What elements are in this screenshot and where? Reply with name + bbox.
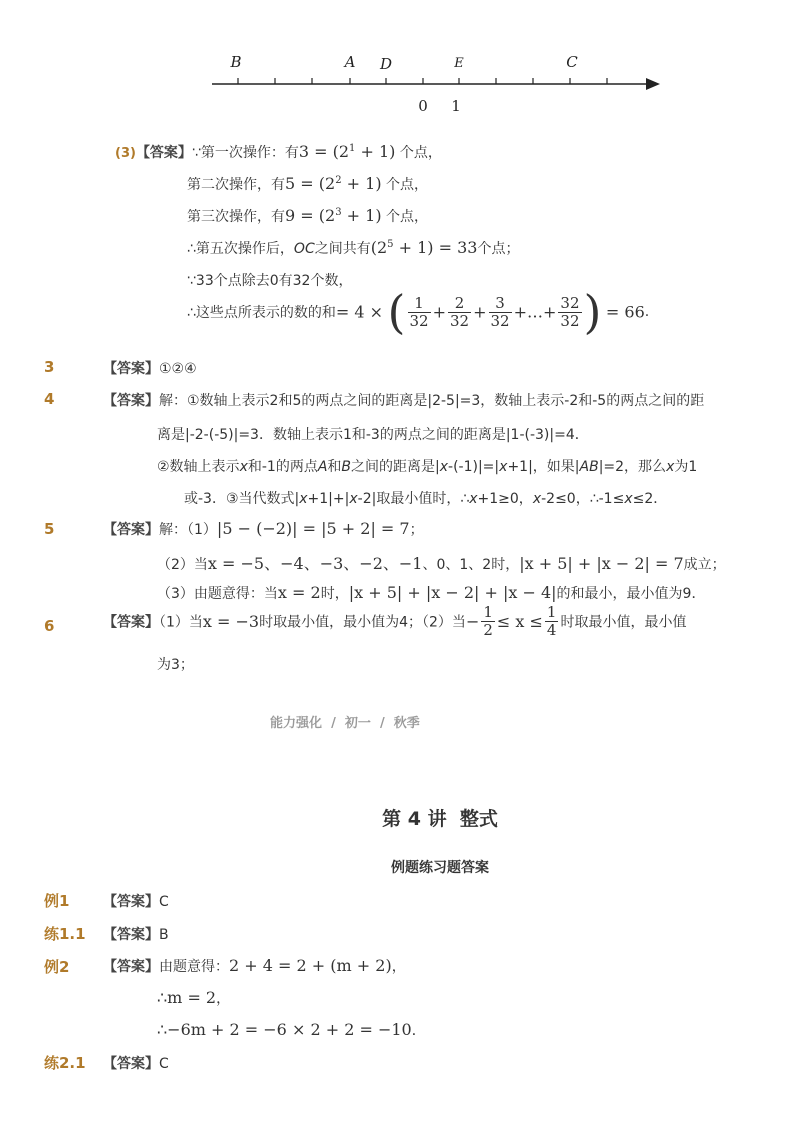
e2-line1: 【答案】由题意得：2 + 4 = 2 + (m + 2)，	[103, 956, 406, 975]
p6-line2: 为3；	[157, 657, 194, 673]
p4-line4: 或-3．③当代数式|x+1|+|x-2|取最小值时，∴x+1≥0，x-2≤0，∴-1≤x≤2．	[184, 491, 668, 507]
section-subtitle: 例题练习题答案	[391, 860, 489, 876]
problem-number-5: 5	[44, 520, 55, 538]
number-line	[200, 45, 670, 120]
lecture-title: 第 4 讲 整式	[382, 808, 498, 830]
p4-line3: ②数轴上表示x和-1的两点A和B之间的距离是|x-(-1)|=|x+1|，如果|AB|=2，那么x为1	[157, 459, 698, 475]
p5-line3: （3）由题意得：当x = 2时，|x + 5| + |x − 2| + |x − 4|的和最小，最小值为9．	[157, 583, 706, 602]
point-label-c: C	[566, 53, 578, 71]
point-label-a: A	[344, 53, 356, 71]
q3-line2: 第二次操作，有$5 = (2^2 + 1)$ 个点，	[187, 174, 429, 193]
e2-line3: ∴−6m + 2 = −6 × 2 + 2 = −10．	[157, 1020, 426, 1039]
exercise-tag-1-1: 练1.1	[44, 925, 86, 943]
answer-label: 【答案】	[135, 145, 192, 161]
e1-answer: 【答案】C	[103, 894, 169, 910]
e11-answer: 【答案】B	[103, 927, 169, 943]
p6-line1: 【答案】（1）当x = −3时取最小值，最小值为4；（2）当− $\frac{1}{2}$ ≤ x ≤ $\frac{1}{4}$ 时取最小值，最小值	[103, 603, 687, 639]
p5-line1: 【答案】解：（1）|5 − (−2)| = |5 + 2| = 7；	[103, 519, 424, 538]
q3-line3: 第三次操作，有$9 = (2^3 + 1)$ 个点，	[187, 206, 429, 225]
tick-label-1: 1	[451, 97, 461, 115]
e21-answer: 【答案】C	[103, 1056, 169, 1072]
p3-answer: 【答案】①②④	[103, 361, 197, 377]
q3-line1	[115, 142, 442, 162]
number-line-arrow	[646, 78, 660, 90]
example-tag-2: 例2	[44, 958, 70, 976]
q3-line1-pre: ∵第一次操作：有	[191, 145, 299, 161]
q3-line6: ∴这些点所表示的数的和= 4 × ( $\frac{1}{32}$ + $\frac{2}{32}$ + $\frac{3}{32}$ +…+ $\frac{32}{32}$ ) = 66.	[187, 285, 650, 339]
p4-line2: 离是|-2-(-5)|=3．数轴上表示1和-3的两点之间的距离是|1-(-3)|=4．	[157, 427, 589, 443]
problem-number-3: 3	[44, 358, 55, 376]
p5-line2: （2）当x = −5、−4、−3、−2、−1、0、1、2时，|x + 5| + |x − 2| = 7成立；	[157, 554, 726, 573]
problem-number-4: 4	[44, 390, 55, 408]
example-tag-1: 例1	[44, 892, 70, 910]
e2-line2: ∴m = 2，	[157, 988, 231, 1007]
page-footer: 能力强化 / 初一 / 秋季	[270, 716, 420, 731]
q3-tag: (3)	[115, 146, 136, 161]
problem-number-6: 6	[44, 617, 55, 635]
exercise-tag-2-1: 练2.1	[44, 1054, 86, 1072]
q3-line5: ∵33个点除去0有32个数，	[187, 273, 353, 289]
tick-label-0: 0	[418, 97, 428, 115]
q3-line1-post: 个点，	[399, 145, 442, 161]
p4-line1: 【答案】解：①数轴上表示2和5的两点之间的距离是|2-5|=3，数轴上表示-2和-5的两点之间的距	[103, 393, 705, 409]
point-label-b: B	[230, 53, 242, 71]
q3-line1-math: $3 = (2^1 + 1)$	[298, 142, 396, 161]
point-label-d: D	[379, 55, 393, 73]
point-label-e: E	[454, 56, 464, 71]
q3-line4: ∴第五次操作后，OC之间共有$(2^5 + 1) = 33$个点；	[187, 238, 520, 257]
